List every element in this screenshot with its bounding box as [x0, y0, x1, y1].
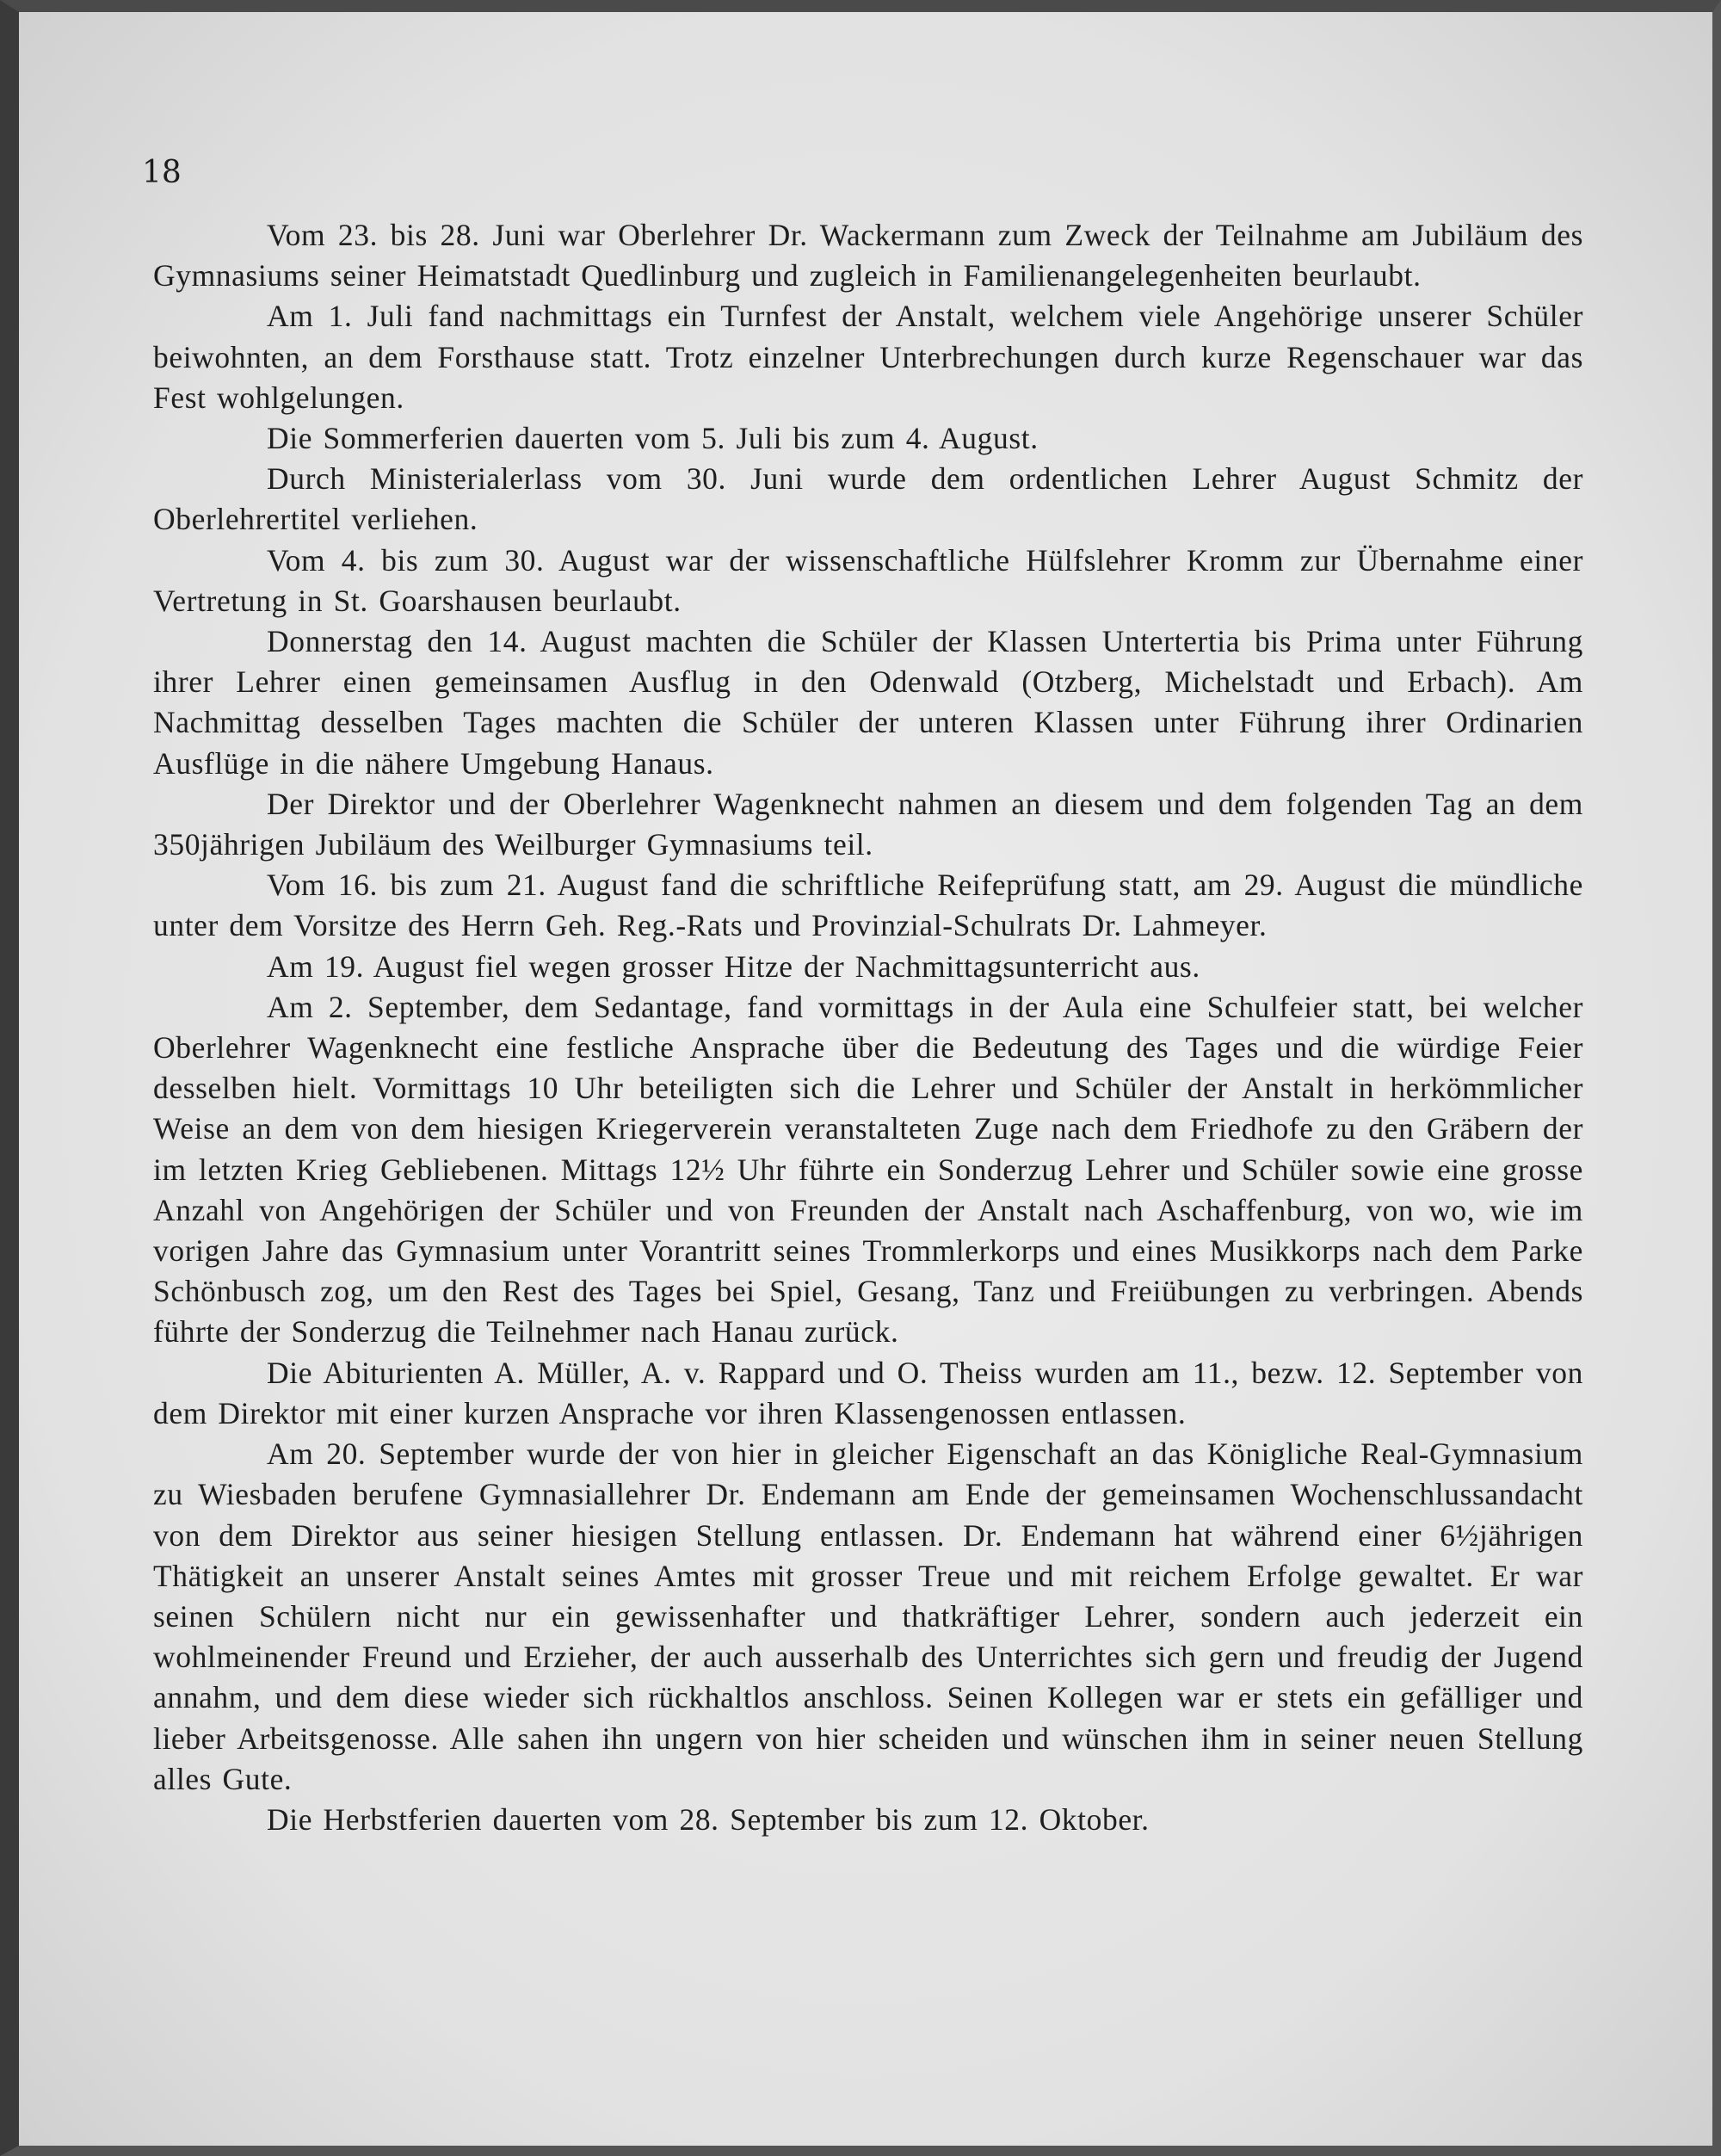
paragraph: Der Direktor und der Oberlehrer Wagenknecht nahmen an diesem und dem folgenden Tag an dem 350jährigen Jubiläum des Weilburger Gymnasiums teil.: [153, 786, 1583, 862]
page-number: 18: [142, 155, 182, 190]
paragraph: Am 19. August fiel wegen grosser Hitze der Nachmittagsunterricht aus.: [267, 948, 1200, 984]
paragraph: Die Sommerferien dauerten vom 5. Juli bis zum 4. August.: [267, 421, 1039, 456]
paragraph: Am 2. September, dem Sedantage, fand vormittags in der Aula eine Schulfeier statt, bei welcher Oberlehrer Wagenknecht eine festliche Ansprache über die Bedeutung des Tages und die würdige Feier desselben hielt. Vormittags 10 Uhr beteiligten sich die Lehrer und Schüler der Anstalt in herkömmlicher Weise an dem von dem hiesigen Kriegerverein veranstalteten Zuge nach dem Friedhofe zu den Gräbern der im letzten Krieg Gebliebenen. Mittags 12½ Uhr führte ein Sonderzug Lehrer und Schüler sowie eine grosse Anzahl von Angehörigen der Schüler und von Freunden der Anstalt nach Aschaffenburg, von wo, wie im vorigen Jahre das Gymnasium unter Vorantritt seines Trommlerkorps und eines Musikkorps nach dem Parke Schönbusch zog, um den Rest des Tages bei Spiel, Gesang, Tanz und Freiübungen zu verbringen. Abends führte der Sonderzug die Teilnehmer nach Hanau zurück.: [153, 989, 1583, 1350]
paragraph: Am 20. September wurde der von hier in gleicher Eigenschaft an das Königliche Real-Gymnasium zu Wiesbaden berufene Gymnasiallehrer Dr. Endemann am Ende der gemeinsamen Wochenschlussandacht von dem Direktor aus seiner hiesigen Stellung entlassen. Dr. Endemann hat während einer 6½jährigen Thätigkeit an unserer Anstalt seines Amtes mit grosser Treue und mit reichem Erfolge gewaltet. Er war seinen Schülern nicht nur ein gewissenhafter und thatkräftiger Lehrer, sondern auch jederzeit ein wohlmeinender Freund und Erzieher, der auch ausserhalb des Unterrichtes sich gern und freudig der Jugend annahm, und dem diese wieder sich rückhaltlos anschloss. Seinen Kollegen war er stets ein gefälliger und lieber Arbeitsgenosse. Alle sahen ihn ungern von hier scheiden und wünschen ihm in seiner neuen Stellung alles Gute.: [153, 1436, 1583, 1796]
paragraph: Vom 16. bis zum 21. August fand die schriftliche Reifeprüfung statt, am 29. August die mündliche unter dem Vorsitze des Herrn Geh. Reg.-Rats und Provinzial-Schulrats Dr. Lahmeyer.: [153, 868, 1583, 943]
paragraph: Am 1. Juli fand nachmittags ein Turnfest der Anstalt, welchem viele Angehörige unserer Schüler beiwohnten, an dem Forsthause statt. Trotz einzelner Unterbrechungen durch kurze Regenschauer war das Fest wohlgelungen.: [153, 299, 1583, 415]
paragraph: Die Herbstferien dauerten vom 28. September bis zum 12. Oktober.: [267, 1801, 1150, 1837]
paragraph: Vom 23. bis 28. Juni war Oberlehrer Dr. Wackermann zum Zweck der Teilnahme am Jubiläum des Gymnasiums seiner Heimatstadt Quedlinburg und zugleich in Familienangelegenheiten beurlaubt.: [153, 218, 1583, 293]
paragraph: Vom 4. bis zum 30. August war der wissenschaftliche Hülfslehrer Kromm zur Übernahme einer Vertretung in St. Goarshausen beurlaubt.: [153, 542, 1583, 618]
paragraph: Durch Ministerialerlass vom 30. Juni wurde dem ordentlichen Lehrer August Schmitz der Oberlehrertitel verliehen.: [153, 461, 1583, 537]
paragraph: Die Abiturienten A. Müller, A. v. Rappard und O. Theiss wurden am 11., bezw. 12. September von dem Direktor mit einer kurzen Ansprache vor ihren Klassengenossen entlassen.: [153, 1355, 1583, 1430]
paragraph: Donnerstag den 14. August machten die Schüler der Klassen Untertertia bis Prima unter Führung ihrer Lehrer einen gemeinsamen Ausflug in den Odenwald (Otzberg, Michelstadt und Erbach). Am Nachmittag desselben Tages machten die Schüler der unteren Klassen unter Führung ihrer Ordinarien Ausflüge in die nähere Umgebung Hanaus.: [153, 624, 1583, 781]
body-text: [153, 215, 1583, 1840]
